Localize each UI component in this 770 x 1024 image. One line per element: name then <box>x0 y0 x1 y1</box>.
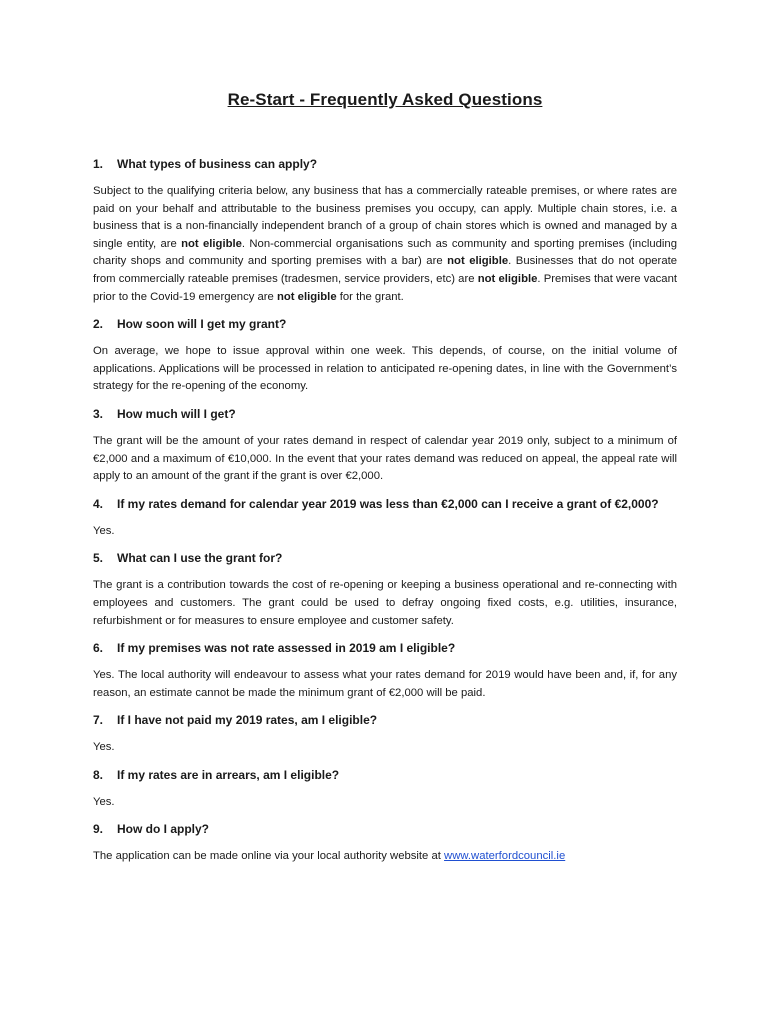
question-text: If my rates demand for calendar year 2019 was less than €2,000 can I receive a grant of €2,000? <box>117 496 659 511</box>
question-text: How much will I get? <box>117 406 236 421</box>
emphasis-text: not eligible <box>181 237 242 250</box>
answer-text: The grant will be the amount of your rates demand in respect of calendar year 2019 only, subject to a minimum of €2,000 and a maximum of €10,000. In the event that your rates demand was reduced on appeal, the appeal rate will apply to an amount of the grant if the grant is over €2,000. <box>93 434 677 483</box>
faq-answer <box>93 848 677 866</box>
answer-text: . Premises that were vacant prior to the Covid-19 emergency are <box>93 272 678 303</box>
question-text: What types of business can apply? <box>117 157 318 171</box>
question-number: 2. <box>93 317 104 332</box>
faq-question <box>93 767 677 783</box>
question-number: 3. <box>93 406 104 421</box>
faq-answer <box>93 577 677 630</box>
answer-text: Yes. The local authority will endeavour to assess what your rates demand for 2019 would have been and, if, for any reason, an estimate cannot be made the minimum grant of €2,000 will be paid. <box>93 669 677 699</box>
question-number: 9. <box>93 822 104 837</box>
answer-text: On average, we hope to issue approval within one week. This depends, of course, on the initial volume of applications. Applications will be processed in relation to anticipated re-opening dates, in line with the Government’s strategy for the re-opening of the economy. <box>93 345 677 393</box>
answer-text: . Businesses that do not operate from commercially rateable premises (tradesmen, service providers, etc) are <box>93 255 678 285</box>
question-text: If I have not paid my 2019 rates, am I eligible? <box>117 713 378 728</box>
faq-answer <box>93 343 677 396</box>
question-number: 5. <box>93 551 104 566</box>
question-text: If my premises was not rate assessed in 2019 am I eligible? <box>117 641 456 656</box>
answer-text: Yes. <box>93 741 115 754</box>
answer-text: Yes. <box>93 795 115 808</box>
page-title: Re-Start - Frequently Asked Questions <box>227 90 543 109</box>
faq-answer <box>93 183 677 306</box>
emphasis-text: not eligible <box>447 255 509 268</box>
faq-question <box>93 640 677 656</box>
question-number: 8. <box>93 767 104 782</box>
emphasis-text: not eligible <box>477 272 538 285</box>
faq-question <box>93 156 677 172</box>
question-number: 1. <box>93 157 104 171</box>
faq-list <box>93 156 677 866</box>
faq-question <box>93 821 677 837</box>
faq-answer <box>93 433 677 486</box>
faq-answer <box>93 667 677 702</box>
answer-text: . Non-commercial organisations such as community and sporting premises (including charity shops and community and sporting premises with a bar) are <box>93 237 677 268</box>
faq-question <box>93 712 677 728</box>
faq-question <box>93 316 677 332</box>
faq-answer <box>93 794 677 812</box>
answer-text: for the grant. <box>336 290 404 303</box>
emphasis-text: not eligible <box>276 290 337 303</box>
faq-question <box>93 496 677 512</box>
question-text: How soon will I get my grant? <box>117 317 287 332</box>
question-number: 4. <box>93 496 104 511</box>
faq-question <box>93 550 677 566</box>
answer-text: Yes. <box>93 524 115 537</box>
faq-question <box>93 406 677 422</box>
faq-answer <box>93 523 677 541</box>
answer-text: The grant is a contribution towards the cost of re-opening or keeping a business operational and re-connecting with employees and customers. The grant could be used to defray ongoing fixed costs, e.g. utilities, insurance, refurbishment or for measures to ensure employee and customer safety. <box>93 579 677 627</box>
website-link[interactable]: www.waterfordcouncil.ie <box>444 850 566 863</box>
question-number: 7. <box>93 713 104 728</box>
question-text: What can I use the grant for? <box>117 551 283 566</box>
answer-text: The application can be made online via your local authority website at <box>93 850 445 863</box>
question-number: 6. <box>93 641 104 656</box>
faq-answer <box>93 739 677 757</box>
answer-text: Subject to the qualifying criteria below, any business that has a commercially rateable premises, or where rates are paid on your behalf and attributable to the business premises you occupy, can apply. Multiple chain stores, i.e. a business that is a non-financially independent branch of a group of chain stores which is owned and managed by a single entity, are <box>93 185 677 250</box>
question-text: If my rates are in arrears, am I eligible? <box>117 767 340 782</box>
question-text: How do I apply? <box>117 822 209 837</box>
